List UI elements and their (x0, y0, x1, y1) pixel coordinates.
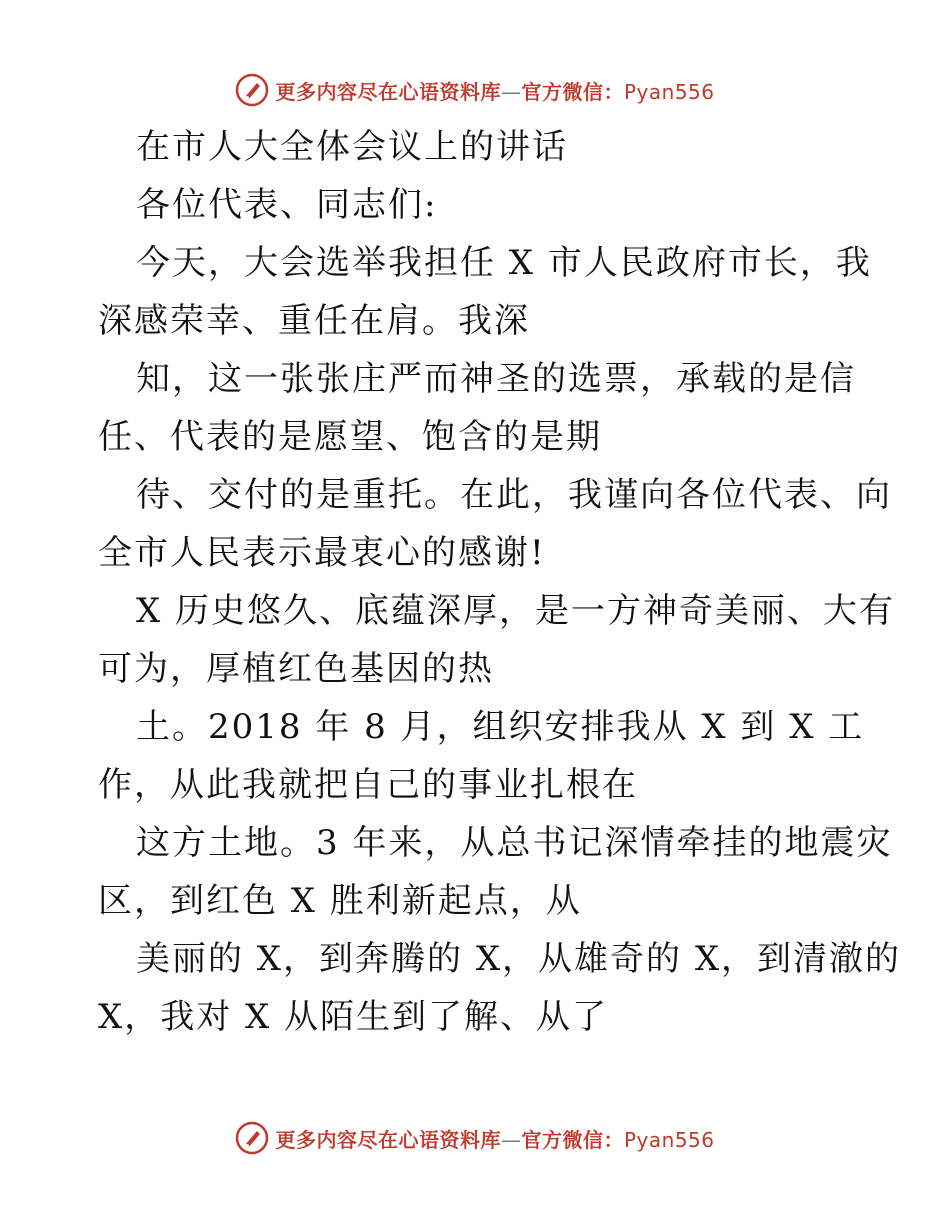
paragraph-line: X，我对 X 从陌生到了解、从了 (98, 997, 609, 1037)
paragraph-line: 知，这一张张庄严而神圣的选票，承载的是信 (136, 359, 856, 399)
banner-separator: — (500, 79, 522, 104)
paragraph-line: 区，到红色 X 胜利新起点，从 (98, 881, 582, 921)
paragraph-line: 全市人民表示最衷心的感谢! (98, 533, 546, 573)
banner-separator: — (500, 1127, 522, 1152)
banner-wechat-id: Pyan556 (623, 1127, 715, 1152)
banner-wechat-id: Pyan556 (623, 79, 715, 104)
pen-nib-logo-icon (235, 1121, 269, 1155)
salutation: 各位代表、同志们: (136, 185, 438, 225)
paragraph-line: 这方土地。3 年来，从总书记深情牵挂的地震灾 (136, 823, 893, 863)
paragraph-line: 土。2018 年 8 月，组织安排我从 X 到 X 工 (136, 707, 865, 747)
banner-site-text: 更多内容尽在心语资料库 (275, 1127, 501, 1152)
header-banner (0, 70, 950, 110)
banner-wechat-label: 官方微信： (521, 1127, 624, 1152)
paragraph-line: 任、代表的是愿望、饱含的是期 (98, 417, 602, 457)
paragraph-line: 作，从此我就把自己的事业扎根在 (98, 765, 638, 805)
pen-nib-logo-icon (235, 73, 269, 107)
banner-wechat-label: 官方微信： (521, 79, 624, 104)
paragraph-line: X 历史悠久、底蕴深厚，是一方神奇美丽、大有 (136, 591, 896, 631)
banner-text (275, 76, 714, 105)
footer-banner (0, 1118, 950, 1158)
document-body (98, 118, 902, 1046)
paragraph-line: 可为，厚植红色基因的热 (98, 649, 494, 689)
paragraph-line: 今天，大会选举我担任 X 市人民政府市长，我 (136, 243, 872, 283)
paragraph-line: 待、交付的是重托。在此，我谨向各位代表、向 (136, 475, 892, 515)
paragraph-line: 美丽的 X，到奔腾的 X，从雄奇的 X，到清澈的 (136, 939, 902, 979)
banner-site-text: 更多内容尽在心语资料库 (275, 79, 501, 104)
paragraph-line: 深感荣幸、重任在肩。我深 (98, 301, 530, 341)
banner-text (275, 1124, 714, 1153)
document-title: 在市人大全体会议上的讲话 (136, 127, 568, 167)
